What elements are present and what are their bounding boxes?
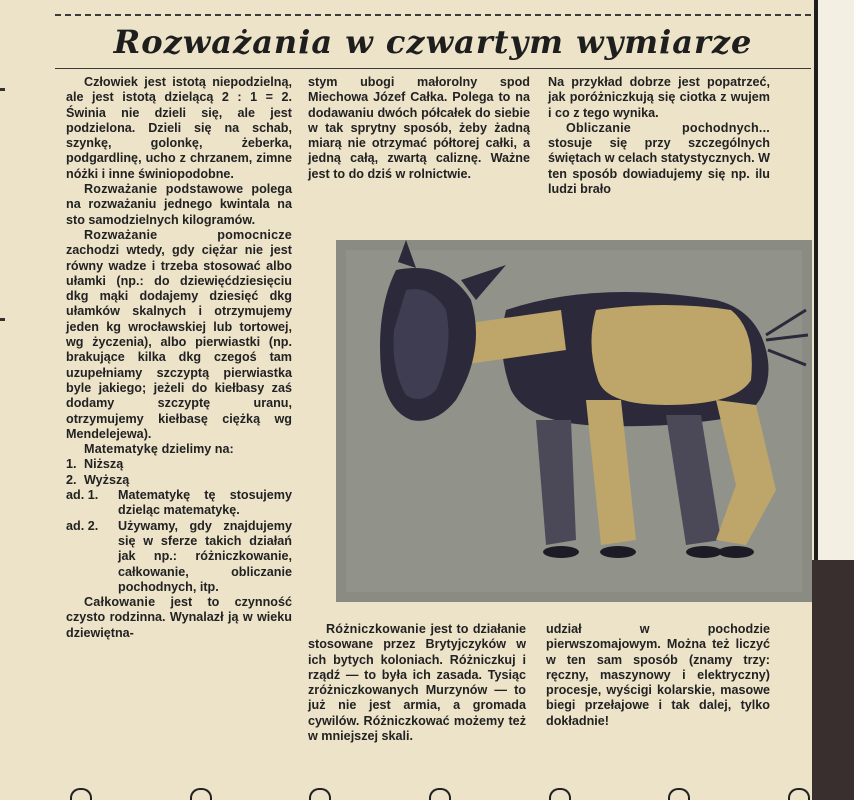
margin-mark — [0, 88, 5, 91]
section-basic — [66, 182, 292, 228]
section-text: jest to czynność czysto rodzinna. Wynalazł ją w wieku dziewiętna- — [66, 595, 293, 640]
list-text: Niższą — [84, 457, 124, 472]
section-text: zachodzi wtedy, gdy ciężar nie jest równy wadze i trzeba stosować albo ułamki (np.: do dziewięćdziesięciu dkg mąki dodajemy dziesięć dkg ułamków skalnych i otrzymujemy jeden kg wrocławskiej lub tortowej, wg życzenia), albo pierwiastki (np. brakujące kilka dkg czegoś tam uzupełniamy szczyptą pierwiastka byle jakiego; jeżeli do kiełbasy zaś dodamy szczyptę uranu, otrzymujemy kiełbasę ciężką wg Mendelejewa). — [66, 243, 292, 441]
title-banner — [55, 14, 811, 69]
section-heading: Rozważanie podstawowe — [84, 182, 244, 197]
section-math — [66, 442, 292, 457]
paragraph: udział w pochodzie pierwszomajowym. Można też liczyć w ten sam sposób (znamy trzy: ręczny, maszynowy i elektryczny) procesje, wyścigi kolarskie, masowe biegi przełajowe i tak dalej, tylko dokładnie! — [546, 622, 770, 728]
ad-label: ad. 2. — [66, 518, 99, 533]
margin-mark — [0, 318, 5, 321]
section-auxiliary — [66, 228, 292, 442]
ornament — [309, 788, 331, 800]
column-1 — [66, 75, 292, 641]
ad-text: Matematykę tę stosujemy dzieląc matematykę. — [118, 488, 292, 518]
list-item — [66, 457, 292, 472]
section-text: jest to działanie stosowane przez Brytyjczyków w ich bytych koloniach. Różniczkuj i rządź — to była ich zasada. Tysiąc zróżniczkowanych Murzynów — to już nie jest armia, a gromada cywilów. Różniczkować możemy też w mniejszej skali. — [308, 622, 527, 744]
list-item — [66, 488, 292, 519]
ornament — [788, 788, 810, 800]
section-heading: Całkowanie — [84, 595, 156, 610]
section-text: stosuje się przy szczególnych świętach w celach statystycznych. W ten sposób dowiadujemy się np. ilu ludzi brało — [548, 136, 770, 197]
bottom-ornaments — [70, 782, 810, 800]
ad-list — [66, 488, 292, 595]
list-item — [66, 519, 292, 595]
ornament — [190, 788, 212, 800]
section-text: dzielimy na: — [161, 442, 234, 457]
ad-text: Używamy, gdy znajdujemy się w sferze takich działań jak np.: różniczkowanie, całkowanie, obliczanie pochodnych, itp. — [118, 518, 292, 594]
column-4 — [308, 622, 526, 744]
ornament — [429, 788, 451, 800]
section-derivatives — [548, 121, 770, 197]
ornament — [668, 788, 690, 800]
article-title: Rozważania w czwartym wymiarze — [113, 23, 753, 61]
section-text: polega na rozważaniu jednego kwintala na sto samodzielnych kilogramów. — [66, 182, 292, 227]
section-heading: Różniczkowanie — [326, 622, 427, 636]
section-heading: Rozważanie pomocnicze — [84, 227, 292, 242]
ornament — [549, 788, 571, 800]
ad-label: ad. 1. — [66, 488, 99, 503]
section-heading: Obliczanie pochodnych... — [566, 120, 770, 135]
section-integration — [66, 595, 292, 641]
list-item — [66, 473, 292, 488]
paragraph: stym ubogi małorolny spod Miechowa Józef Całka. Polega to na dodawaniu dwóch półcałek do siebie w tak sprytny sposób, żeby żadną miarą nie otrzymać półtorej całki, a jedną całą, zwartą caliznę. Ważne jest to do dziś w rolnictwie. — [308, 75, 530, 181]
math-list — [66, 457, 292, 488]
column-2 — [308, 75, 530, 182]
column-3 — [548, 75, 770, 197]
paragraph: Na przykład dobrze jest popatrzeć, jak poróżniczkują się ciotka z wujem i co z tego wynika. — [548, 75, 770, 120]
section-differentiation — [308, 622, 526, 744]
animal-drawing — [336, 240, 812, 602]
intro-paragraph: Człowiek jest istotą niepodzielną, ale jest istotą dzielącą 2 : 1 = 2. Świnia nie dzieli się, ale jest podzielona. Dzieli się na schab, szynkę, golonkę, żeberka, podgardlinę, ucho z chrzanem, zimne nóżki i inne świniopodobne. — [66, 75, 292, 181]
illustration-animal — [336, 240, 812, 602]
ornament — [70, 788, 92, 800]
list-number: 1. — [66, 457, 77, 472]
adjacent-image-edge — [812, 560, 854, 800]
list-number: 2. — [66, 472, 77, 487]
list-text: Wyższą — [84, 472, 130, 487]
column-5 — [546, 622, 770, 729]
section-heading: Matematykę — [84, 442, 159, 457]
